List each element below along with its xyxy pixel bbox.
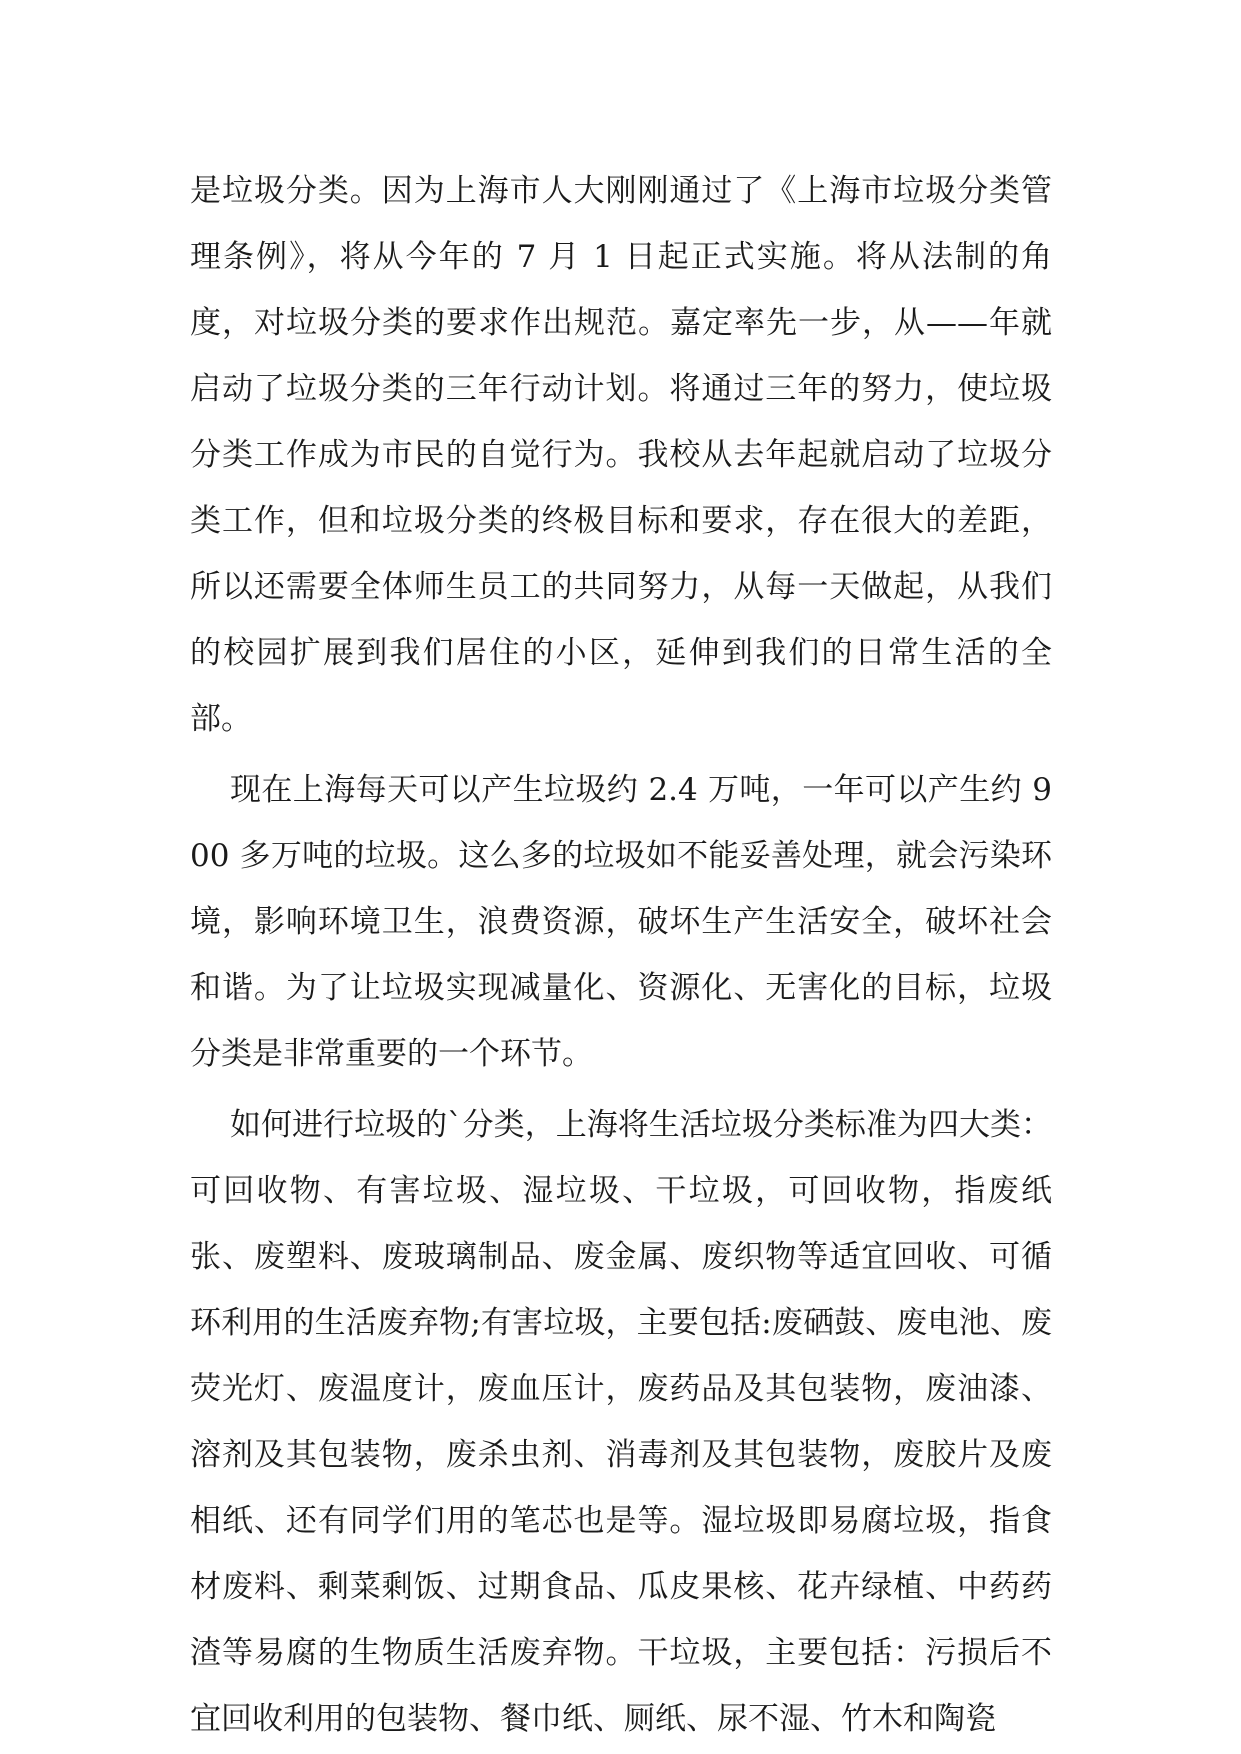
paragraph-continued: 是垃圾分类。因为上海市人大刚刚通过了《上海市垃圾分类管理条例》，将从今年的 7 月 1 日起正式实施。将从法制的角度，对垃圾分类的要求作出规范。嘉定率先一步，从——年就启动了垃圾分类的三年行动计划。将通过三年的努力，使垃圾分类工作成为市民的自觉行为。我校从去年起就启动了垃圾分类工作，但和垃圾分类的终极目标和要求，存在很大的差距，所以还需要全体师生员工的共同努力，从每一天做起，从我们的校园扩展到我们居住的小区，延伸到我们的日常生活的全部。 [190,173,1052,737]
document-page [190,158,1052,1752]
paragraph-waste-categories: 如何进行垃圾的`分类，上海将生活垃圾分类标准为四大类：可回收物、有害垃圾、湿垃圾、干垃圾，可回收物，指废纸张、废塑料、废玻璃制品、废金属、废织物等适宜回收、可循环利用的生活废弃物;有害垃圾，主要包括:废硒鼓、废电池、废荧光灯、废温度计，废血压计，废药品及其包装物，废油漆、溶剂及其包装物，废杀虫剂、消毒剂及其包装物，废胶片及废相纸、还有同学们用的笔芯也是等。湿垃圾即易腐垃圾，指食材废料、剩菜剩饭、过期食品、瓜皮果核、花卉绿植、中药药渣等易腐的生物质生活废弃物。干垃圾，主要包括：污损后不宜回收利用的包装物、餐巾纸、厕纸、尿不湿、竹木和陶瓷 [190,1107,1052,1737]
paragraph-waste-volume: 现在上海每天可以产生垃圾约 2.4 万吨，一年可以产生约 900 多万吨的垃圾。这么多的垃圾如不能妥善处理，就会污染环境，影响环境卫生，浪费资源，破坏生产生活安全，破坏社会和谐。为了让垃圾实现减量化、资源化、无害化的目标，垃圾分类是非常重要的一个环节。 [190,772,1052,1072]
